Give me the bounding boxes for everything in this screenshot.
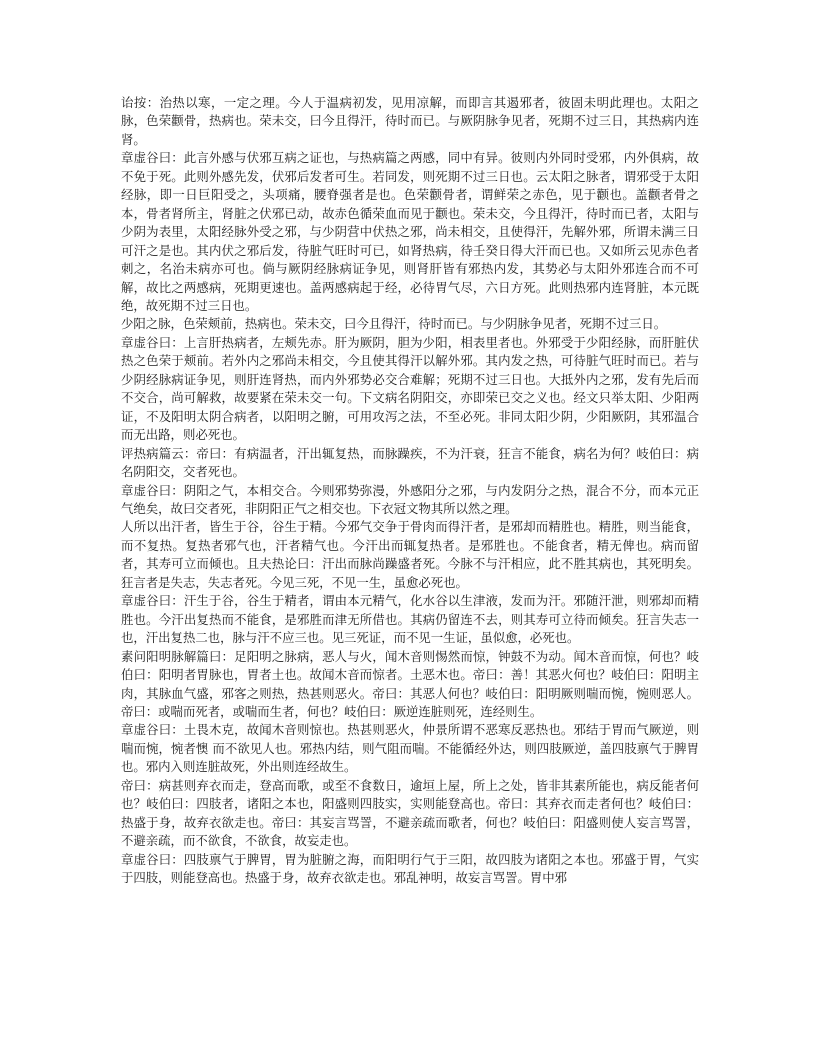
paragraph-8: 章虚谷曰：汗生于谷，谷生于精者，谓由本元精气，化水谷以生津液，发而为汗。邪随汗泄，则邪却而精胜也。今汗出复热而不能食，是邪胜而津无所借也。其病仍留连不去，则其寿可立待而倾矣。狂言失志一也，汗出复热二也，脉与汗不应三也。见三死证，而不见一生证，虽似愈，必死也。	[121, 593, 699, 646]
paragraph-12: 章虚谷曰：四肢禀气于脾胃，胃为脏腑之海，而阳明行气于三阳，故四肢为诸阳之本也。邪盛于胃，气实于四肢，则能登高也。热盛于身，故弃衣欲走也。邪乱神明，故妄言骂詈。胃中邪	[121, 851, 699, 886]
paragraph-4: 章虚谷曰：上言肝热病者，左颊先赤。肝为厥阴，胆为少阳，相表里者也。外邪受于少阳经脉，而肝脏伏热之色荣于颊前。若外内之邪尚未相交，今且使其得汗以解外邪。其内发之热，可待脏气旺时而已。若与少阴经脉病证争见，则肝连肾热，而内外邪势必交合难解；死期不过三日也。大抵外内之邪，发有先后而不交合，尚可解救，故要紧在荣未交一句。下文病名阴阳交，亦即荣已交之义也。经文只举太阳、少阳两证，不及阳明太阴合病者，以阳明之腑，可用攻泻之法，不至必死。非同太阳少阴，少阳厥阴，其邪温合而无出路，则必死也。	[121, 334, 699, 443]
paragraph-1: 诒按：治热以寒，一定之理。今人于温病初发，见用凉解，而即言其遏邪者，彼固未明此理也。太阳之脉，色荣颧骨，热病也。荣未交，曰今且得汗，待时而已。与厥阴脉争见者，死期不过三日，其热病内连肾。	[121, 95, 699, 147]
paragraph-6: 章虚谷曰：阴阳之气，本相交合。今则邪势弥漫，外感阳分之邪，与内发阴分之热，混合不分，而本元正气绝矣，故曰交者死，非阴阳正气之相交也。下衣冠文物其所以然之理。	[121, 482, 699, 516]
paragraph-11: 帝曰：病甚则弃衣而走，登高而歌，或至不食数日，逾垣上屋，所上之处，皆非其素所能也，病反能者何也？岐伯曰：四肢者，诸阳之本也，阳盛则四肢实，实则能登高也。帝曰：其弃衣而走者何也？岐伯曰：热盛于身，故弃衣欲走也。帝曰：其妄言骂詈，不避亲疏而歌者，何也？岐伯曰：阳盛则使人妄言骂詈，不避亲疏，而不欲食，不欲食，故妄走也。	[121, 777, 699, 849]
paragraph-2: 章虚谷曰：此言外感与伏邪互病之证也，与热病篇之两感，同中有异。彼则内外同时受邪，内外俱病，故不免于死。此则外感先发，伏邪后发者可生。若同发，则死期不过三日也。云太阳之脉者，谓邪受于太阳经脉，即一日巨阳受之，头项痛，腰脊强者是也。色荣颧骨者，谓鲜荣之赤色，见于颧也。盖颧者骨之本，骨者肾所主，肾脏之伏邪已动，故赤色循荣血而见于颧也。荣未交，今且得汗，待时而已者，太阳与少阴为表里，太阳经脉外受之邪，与少阴营中伏热之邪，尚未相交，且使得汗，先解外邪，所谓未满三日可汗之是也。其内伏之邪后发，待脏气旺时可已，如肾热病，待壬癸日得大汗而已也。又如所云见赤色者刺之，名治未病亦可也。倘与厥阴经脉病证争见，则肾肝皆有邪热内发，其势必与太阳外邪连合而不可解，故比之两感病，死期更速也。盖两感病起于经，必待胃气尽，六日方死。此则热邪内连肾脏，本元既绝，故死期不过三日也。	[121, 150, 699, 313]
paragraph-9: 素问阳明脉解篇曰：足阳明之脉病，恶人与火，闻木音则惕然而惊，钟鼓不为动。闻木音而惊，何也？岐伯曰：阳明者胃脉也，胃者土也。故闻木音而惊者。土恶木也。帝曰：善！其恶火何也？岐伯曰：阳明主肉，其脉血气盛，邪客之则热，热甚则恶火。帝曰：其恶人何也？岐伯曰：阳明厥则喘而惋，惋则恶人。帝曰：或喘而死者，或喘而生者，何也？岐伯曰：厥逆连脏则死，连经则生。	[121, 648, 699, 719]
paragraph-10: 章虚谷曰：土畏木克，故闻木音则惊也。热甚则恶火，仲景所谓不恶寒反恶热也。邪结于胃而气厥逆，则喘而惋，惋者懊 而不欲见人也。邪热内结，则气阻而喘。不能循经外达，则四肢厥逆，盖四肢禀气于脾胃也。邪内入则连脏故死，外出则连经故生。	[121, 722, 699, 775]
document-page	[121, 94, 699, 887]
paragraph-5: 评热病篇云：帝曰：有病温者，汗出辄复热，而脉躁疾，不为汗衰，狂言不能食，病名为何？岐伯曰：病名阴阳交，交者死也。	[121, 445, 699, 480]
paragraph-3: 少阳之脉，色荣颊前，热病也。荣未交，曰今且得汗，待时而已。与少阴脉争见者，死期不过三日。	[121, 316, 667, 332]
paragraph-7: 人所以出汗者，皆生于谷，谷生于精。今邪气交争于骨肉而得汗者，是邪却而精胜也。精胜，则当能食，而不复热。复热者邪气也，汗者精气也。今汗出而辄复热者。是邪胜也。不能食者，精无俾也。病而留者，其寿可立而倾也。且夫热论曰：汗出而脉尚躁盛者死。今脉不与汗相应，此不胜其病也，其死明矣。狂言者是失志，失志者死。今见三死，不见一生，虽愈必死也。	[121, 519, 699, 590]
